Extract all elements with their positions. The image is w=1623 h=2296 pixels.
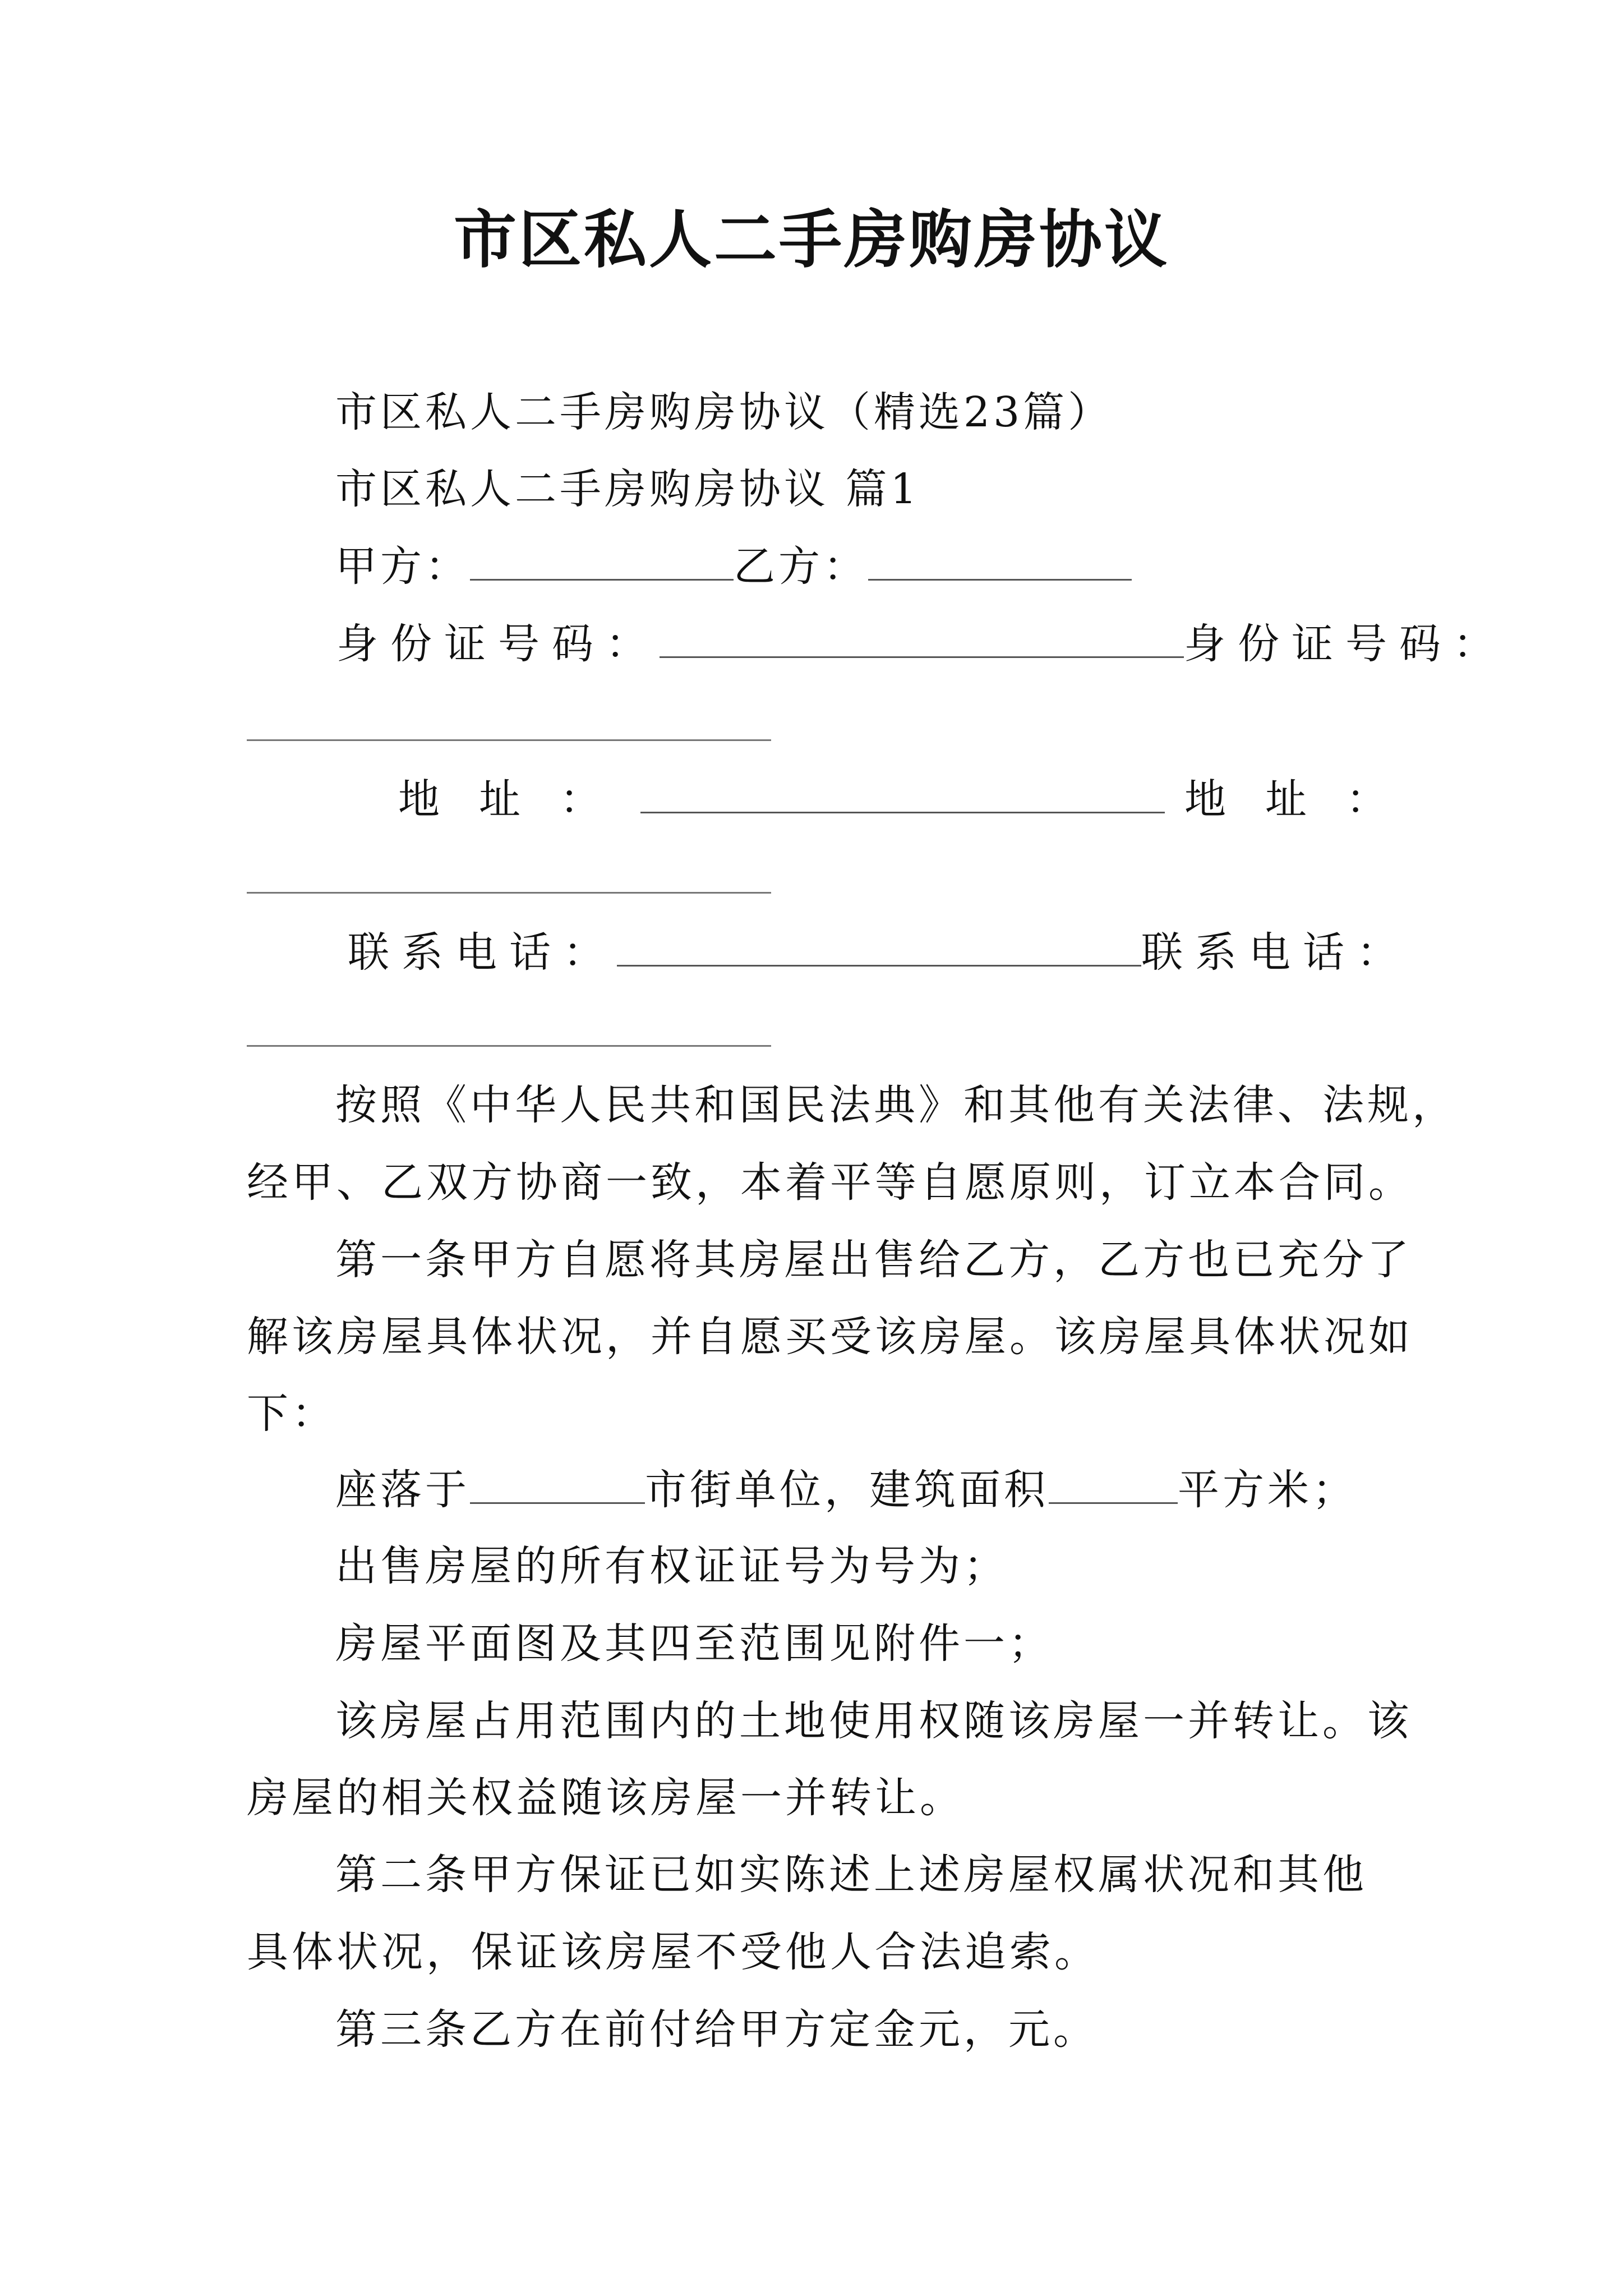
article1-line1: 第一条甲方自愿将其房屋出售给乙方，乙方也已充分了 <box>335 1236 1412 1284</box>
floorplan-line: 房屋平面图及其四至范围见附件一； <box>335 1619 1053 1668</box>
party-b-address-blank <box>247 892 771 894</box>
land-line1: 该房屋占用范围内的土地使用权随该房屋一并转让。该 <box>335 1697 1412 1745</box>
party-a-phone-label: 联系电话： <box>348 928 617 977</box>
location-unit: 平方米； <box>1178 1466 1357 1514</box>
certificate-line: 出售房屋的所有权证证号为号为； <box>335 1542 1008 1590</box>
party-a-address-blank <box>640 778 1165 813</box>
address-line <box>398 771 1165 827</box>
phone-line <box>348 924 1410 981</box>
party-b-phone-label: 联系电话： <box>1141 928 1410 977</box>
location-mid: 市街单位，建筑面积 <box>645 1466 1049 1514</box>
party-a-id-blank <box>660 623 1184 658</box>
party-b-id-label: 身份证号码： <box>1184 620 1507 668</box>
document-title: 市区私人二手房购房协议 <box>454 203 1169 277</box>
area-blank <box>1049 1469 1178 1504</box>
article1-line2: 解该房屋具体状况，并自愿买受该房屋。该房屋具体状况如 <box>247 1313 1413 1361</box>
id-line <box>336 616 1507 672</box>
article1-line3: 下： <box>247 1389 336 1438</box>
party-b-id-blank <box>247 739 771 741</box>
article2-line1: 第二条甲方保证已如实陈述上述房屋权属状况和其他 <box>335 1851 1367 1899</box>
document-subtitle: 市区私人二手房购房协议（精选23篇） <box>335 388 1113 436</box>
para1-line1: 按照《中华人民共和国民法典》和其他有关法律、法规， <box>335 1081 1457 1129</box>
location-line <box>335 1462 1357 1518</box>
party-a-phone-blank <box>617 931 1141 967</box>
party-b-blank <box>868 545 1132 581</box>
party-a-address-label: 地址： <box>398 775 640 823</box>
party-b-phone-blank <box>247 1045 771 1047</box>
party-line <box>335 539 1132 595</box>
article2-line2: 具体状况，保证该房屋不受他人合法追索。 <box>247 1928 1099 1976</box>
party-a-id-label: 身份证号码： <box>336 620 660 668</box>
party-b-label: 乙方： <box>734 542 868 591</box>
party-a-label: 甲方： <box>335 542 470 591</box>
article3-line: 第三条乙方在前付给甲方定金元，元。 <box>335 2005 1098 2054</box>
city-blank <box>470 1469 645 1504</box>
land-line2: 房屋的相关权益随该房屋一并转让。 <box>247 1774 965 1822</box>
section-heading: 市区私人二手房购房协议 篇1 <box>335 465 920 513</box>
party-a-blank <box>470 545 734 581</box>
location-label: 座落于 <box>335 1466 470 1514</box>
para1-line2: 经甲、乙双方协商一致，本着平等自愿原则，订立本合同。 <box>247 1158 1413 1207</box>
party-b-address-label: 地址： <box>1184 775 1427 823</box>
